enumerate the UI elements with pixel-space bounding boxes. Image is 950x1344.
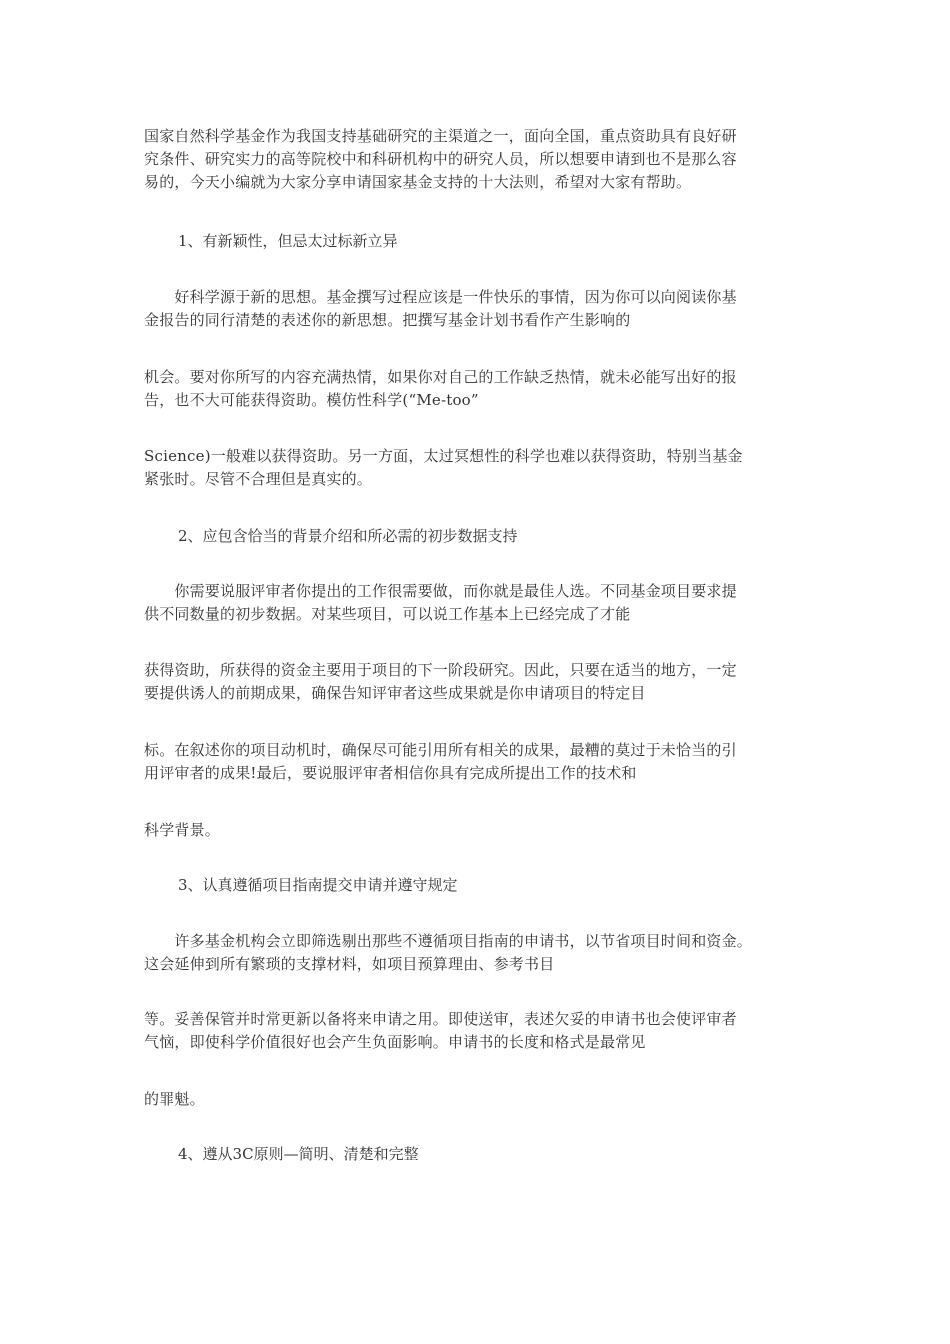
section-2-heading: 2、应包含恰当的背景介绍和所必需的初步数据支持 [178,527,518,545]
text-line: 获得资助，所获得的资金主要用于项目的下一阶段研究。因此，只要在适当的地方，一定 [144,661,737,679]
text-line: 你需要说服评审者你提出的工作很需要做，而你就是最佳人选。不同基金项目要求提 [144,582,737,600]
section-2-paragraph-3 [144,739,806,785]
text-line: 机会。要对你所写的内容充满热情，如果你对自己的工作缺乏热情，就未必能写出好的报 [144,368,737,386]
text-line: 用评审者的成果!最后，要说服评审者相信你具有完成所提出工作的技术和 [144,764,637,782]
text-line: 紧张时。尽管不合理但是真实的。 [144,470,373,488]
text-line: 科学背景。 [144,821,221,839]
text-line: 许多基金机构会立即筛选剔出那些不遵循项目指南的申请书，以节省项目时间和资金。 [144,932,753,950]
section-2-paragraph-4 [144,819,806,842]
text-line: 要提供诱人的前期成果，确保告知评审者这些成果就是你申请项目的特定目 [144,684,646,702]
text-line: 究条件、研究实力的高等院校中和科研机构中的研究人员，所以想要申请到也不是那么容 [144,150,737,168]
text-line: 金报告的同行清楚的表述你的新思想。把撰写基金计划书看作产生影响的 [144,311,631,329]
text-line: 供不同数量的初步数据。对某些项目，可以说工作基本上已经完成了才能 [144,605,631,623]
section-4-heading: 4、遵从3C原则—简明、清楚和完整 [178,1145,419,1163]
text-line: 告，也不大可能获得资助。模仿性科学(“Me-too” [144,391,479,409]
section-2-paragraph-1 [144,580,806,626]
text-line: 国家自然科学基金作为我国支持基础研究的主渠道之一，面向全国，重点资助具有良好研 [144,127,737,145]
section-1-paragraph-3 [144,445,806,491]
text-line: 易的，今天小编就为大家分享申请国家基金支持的十大法则，希望对大家有帮助。 [144,173,692,191]
section-1-heading: 1、有新颖性，但忌太过标新立异 [178,232,398,250]
section-3-paragraph-3 [144,1088,806,1111]
text-line: Science)一般难以获得资助。另一方面，太过冥想性的科学也难以获得资助，特别当基金 [144,447,743,465]
text-line: 等。妥善保管并时常更新以备将来申请之用。即使送审，表述欠妥的申请书也会使评审者 [144,1010,737,1028]
text-line: 好科学源于新的思想。基金撰写过程应该是一件快乐的事情，因为你可以向阅读你基 [144,288,737,306]
text-line: 标。在叙述你的项目动机时，确保尽可能引用所有相关的成果，最糟的莫过于未恰当的引 [144,741,737,759]
section-2-paragraph-2 [144,659,806,705]
section-3-paragraph-1 [144,930,806,976]
intro-paragraph [144,125,806,194]
section-3-paragraph-2 [144,1008,806,1054]
text-line: 的罪魁。 [144,1090,205,1108]
text-line: 这会延伸到所有繁琐的支撑材料，如项目预算理由、参考书目 [144,955,555,973]
section-1-paragraph-2 [144,366,806,412]
section-3-heading: 3、认真遵循项目指南提交申请并遵守规定 [178,876,458,894]
section-1-paragraph-1 [144,286,806,332]
text-line: 气恼，即使科学价值很好也会产生负面影响。申请书的长度和格式是最常见 [144,1033,646,1051]
